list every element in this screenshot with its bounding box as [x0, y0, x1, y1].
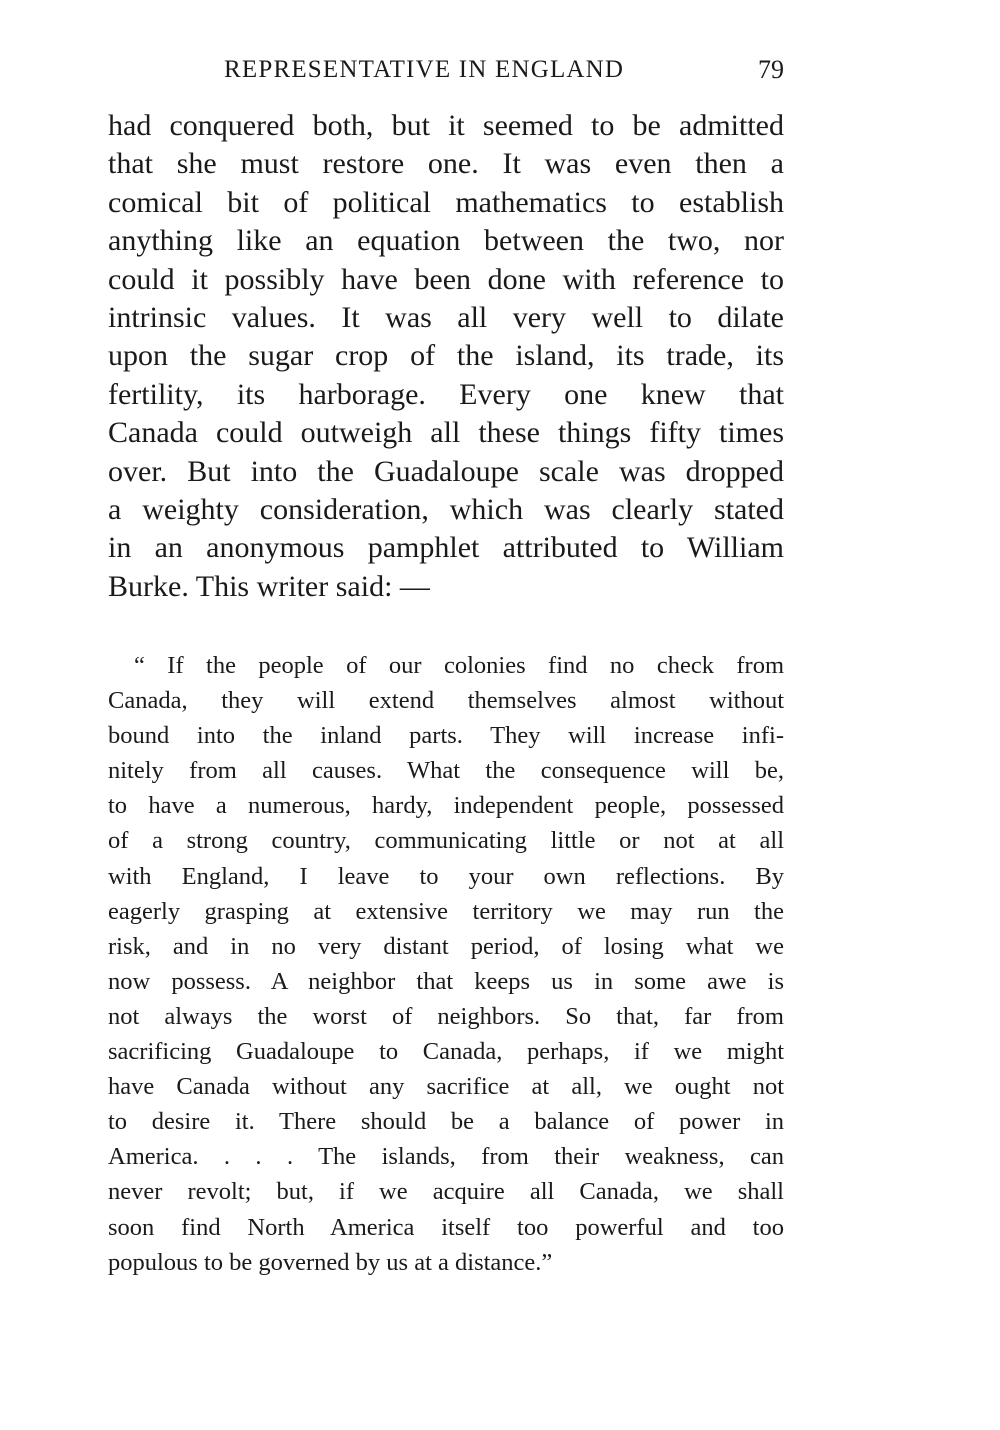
body-line: upon the sugar crop of the island, its trade, its [108, 339, 784, 373]
body-line: in an anonymous pamphlet attributed to William [108, 531, 784, 565]
quote-line: soon find North America itself too powerful and too [108, 1213, 784, 1241]
body-line: Burke. This writer said: — [108, 569, 430, 603]
block-quote [108, 648, 784, 1280]
page-number: 79 [758, 55, 784, 84]
body-line: a weighty consideration, which was clearly stated [108, 492, 784, 526]
running-head-title: REPRESENTATIVE IN ENGLAND [224, 56, 625, 83]
body-line: over. But into the Guadaloupe scale was dropped [108, 454, 784, 488]
quote-line: Canada, they will extend themselves almost without [108, 687, 784, 715]
body-line: could it possibly have been done with reference to [108, 262, 784, 296]
quote-line: to desire it. There should be a balance of power in [108, 1108, 784, 1136]
quote-line: to have a numerous, hardy, independent people, possessed [108, 792, 784, 820]
quote-line: now possess. A neighbor that keeps us in some awe is [108, 967, 784, 995]
running-head [108, 52, 784, 92]
quote-line: nitely from all causes. What the consequence will be, [108, 757, 784, 785]
body-line: fertility, its harborage. Every one knew that [108, 377, 784, 411]
body-line: Canada could outweigh all these things fifty times [108, 416, 784, 450]
body-line: had conquered both, but it seemed to be admitted [108, 109, 784, 142]
body-line: anything like an equation between the two, nor [108, 224, 784, 258]
quote-line: have Canada without any sacrifice at all, we ought not [108, 1073, 784, 1101]
quote-line: populous to be governed by us at a distance.” [108, 1248, 553, 1276]
body-paragraph [108, 107, 784, 606]
body-line: comical bit of political mathematics to establish [108, 185, 784, 219]
quote-line: of a strong country, communicating little or not at all [108, 827, 784, 855]
quote-line: America. . . . The islands, from their weakness, can [108, 1143, 784, 1171]
body-line: intrinsic values. It was all very well to dilate [108, 300, 784, 334]
quote-line: sacrificing Guadaloupe to Canada, perhaps, if we might [108, 1038, 784, 1066]
quote-line: eagerly grasping at extensive territory we may run the [108, 897, 784, 925]
quote-line: risk, and in no very distant period, of losing what we [108, 932, 784, 960]
quote-line: with England, I leave to your own reflections. By [108, 862, 784, 890]
body-line: that she must restore one. It was even then a [108, 147, 784, 181]
quote-line: not always the worst of neighbors. So that, far from [108, 1002, 784, 1030]
quote-line: bound into the inland parts. They will increase infi- [108, 722, 784, 750]
quote-line: never revolt; but, if we acquire all Canada, we shall [108, 1178, 784, 1206]
quote-line: “ If the people of our colonies find no check from [134, 652, 784, 679]
